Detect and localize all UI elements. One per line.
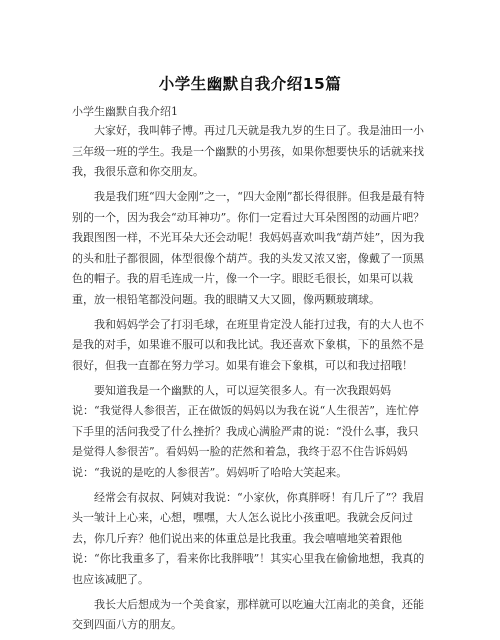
section-heading: 小学生幽默自我介绍1: [72, 105, 178, 118]
paragraph: 我长大后想成为一个美食家，那样就可以吃遍大江南北的美食，还能交到四面八方的朋友。: [72, 597, 424, 631]
paragraph: 大家好，我叫韩子博。再过几天就是我九岁的生日了。我是油田一小三年级一班的学生。我是一个幽默的小男孩，如果你想要快乐的话就来找我，我很乐意和你交朋友。: [72, 124, 424, 178]
paragraph: 我和妈妈学会了打羽毛球，在班里肯定没人能打过我，有的大人也不是我的对手，如果谁不服可以和我比试。我还喜欢下象棋，下的虽然不是很好，但我一直都在努力学习。如果有谁会下象棋，可以和我过招哦！: [72, 317, 424, 372]
document-title: 小学生幽默自我介绍15篇: [158, 75, 342, 93]
paragraph: 要知道我是一个幽默的人，可以逗笑很多人。有一次我跟妈妈说：“我觉得人参很苦，正在做饭的妈妈以为我在说“人生很苦”，连忙停下手里的活问我受了什么挫折？我成心满脸严肃的说：“没什么事，我只是觉得人参很苦”。看妈妈一脸的茫然和着急，我终于忍不住告诉妈妈说：“我说的是吃的人参很苦”。妈妈听了哈哈大笑起来。: [72, 383, 419, 479]
document-body: [72, 121, 428, 640]
paragraph: 经常会有叔叔、阿姨对我说：“小家伙，你真胖呀！有几斤了”？我眉头一皱计上心来，心想，嘿嘿，大人怎么说比小孩重吧。我就会反问过去，你几斤弃？他们说出来的体重总是比我重。我会嘻嘻地笑着跟他说：“你比我重多了，看来你比我胖哦”！其实心里我在偷偷地想，我真的也应该减肥了。: [72, 490, 425, 586]
paragraph: 我是我们班“四大金刚”之一，“四大金刚”都长得很胖。但我是最有特别的一个，因为我会“动耳神功”。你们一定看过大耳朵图图的动画片吧？我跟图图一样，不光耳朵大还会动呢！我妈妈喜欢叫我“葫芦娃”，因为我的头和肚子都很圆，体型很像个葫芦。我的头发又浓又密，像戴了一顶黑色的帽子。我的眉毛连成一片，像一个一字。眼眨毛很长，如果可以栽重，放一根铅笔都没问题。我的眼睛又大又圆，像两颗玻璃球。: [72, 190, 425, 306]
